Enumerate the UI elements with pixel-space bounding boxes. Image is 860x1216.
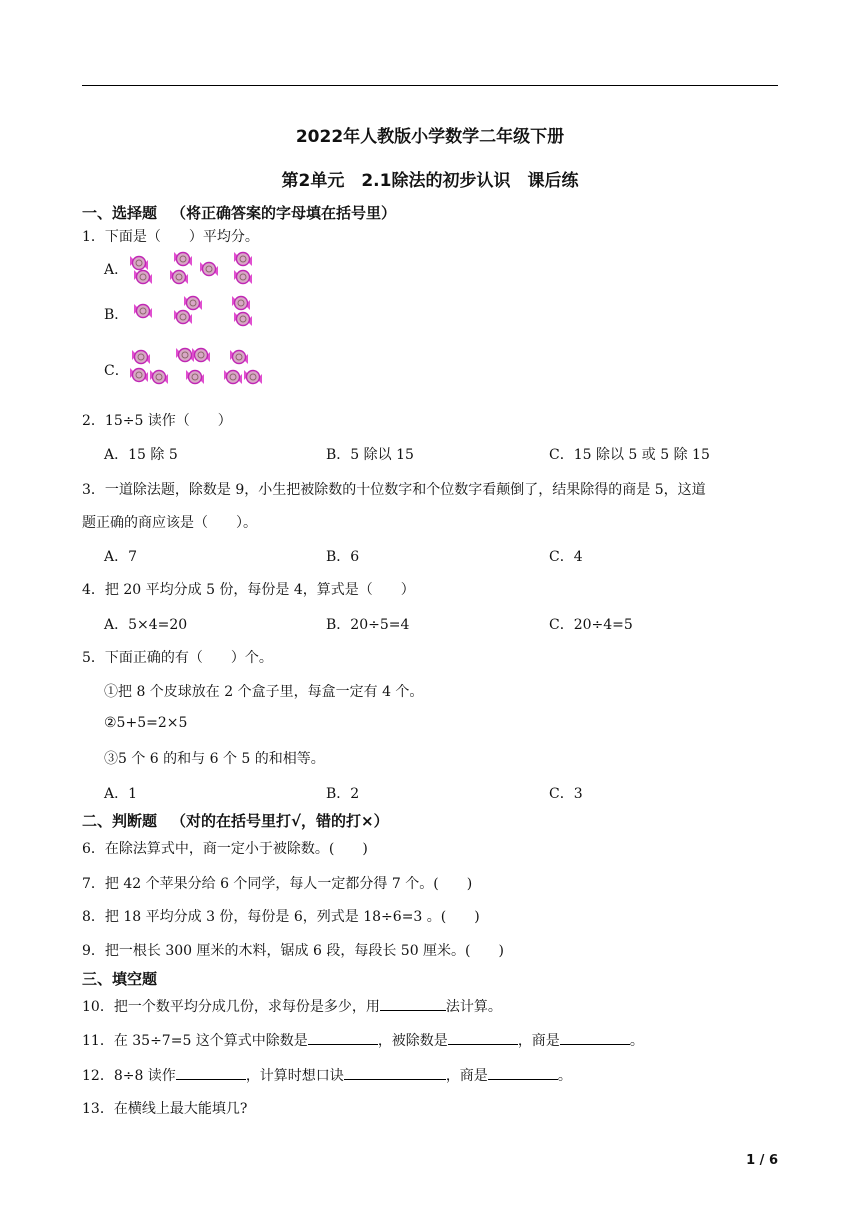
document-title: 2022年人教版小学数学二年级下册 xyxy=(295,127,565,147)
question-13-stem: 13．在横线上最大能填几? xyxy=(82,1101,248,1117)
q5-statement-3: ③5 个 6 的和与 6 个 5 的和相等。 xyxy=(104,751,325,767)
answer-blank[interactable] xyxy=(560,1030,630,1045)
q1-option-c: C． xyxy=(104,363,129,379)
q5-statement-1: ①把 8 个皮球放在 2 个盒子里，每盒一定有 4 个。 xyxy=(104,684,424,700)
q1-option-a: A． xyxy=(104,262,129,278)
question-4-stem: 4．把 20 平均分成 5 份，每份是 4，算式是（ ） xyxy=(82,582,415,598)
option-b-candies xyxy=(128,292,264,332)
candy-icon xyxy=(132,266,154,288)
candy-icon xyxy=(228,346,250,368)
option-a-candies xyxy=(128,248,264,288)
candy-icon xyxy=(132,300,154,322)
q12-text-a: 12．8÷8 读作 xyxy=(82,1068,176,1084)
q2-option-c: C．15 除以 5 或 5 除 15 xyxy=(549,447,710,463)
candy-icon xyxy=(190,344,212,366)
candy-icon xyxy=(128,364,150,386)
candy-icon xyxy=(242,366,264,388)
candy-icon xyxy=(198,258,220,280)
section-title: 一、选择题 xyxy=(82,204,158,222)
option-c-candies xyxy=(128,342,268,390)
q3-option-a: A．7 xyxy=(104,549,138,565)
section-note: （将正确答案的字母填在括号里） xyxy=(171,204,397,222)
answer-blank[interactable] xyxy=(176,1065,246,1080)
candy-icon xyxy=(232,308,254,330)
q11-text-c: ，商是 xyxy=(517,1033,560,1049)
q5-option-a: A．1 xyxy=(104,786,138,802)
question-3-stem-line2: 题正确的商应该是（ ）。 xyxy=(82,515,257,531)
q5-option-b: B．2 xyxy=(326,786,360,802)
page-number: 1 / 6 xyxy=(746,1153,778,1168)
question-9: 9．把一根长 300 厘米的木料，锯成 6 段，每段长 50 厘米。( ) xyxy=(82,943,504,959)
q11-text-b: ，被除数是 xyxy=(377,1033,448,1049)
header-rule xyxy=(82,85,778,86)
question-6: 6．在除法算式中，商一定小于被除数。( ) xyxy=(82,841,368,857)
answer-blank[interactable] xyxy=(344,1065,446,1080)
q12-text-b: ，计算时想口诀 xyxy=(245,1068,344,1084)
question-8: 8．把 18 平均分成 3 份，每份是 6，列式是 18÷6=3 。( ) xyxy=(82,909,480,925)
candy-icon xyxy=(184,366,206,388)
question-3-stem-line1: 3．一道除法题，除数是 9，小生把被除数的十位数字和个位数字看颠倒了，结果除得的商是 5，这道 xyxy=(82,482,706,498)
q5-option-c: C．3 xyxy=(549,786,583,802)
answer-blank[interactable] xyxy=(380,996,446,1011)
candy-icon xyxy=(232,266,254,288)
candy-icon xyxy=(222,366,244,388)
question-7: 7．把 42 个苹果分给 6 个同学，每人一定都分得 7 个。( ) xyxy=(82,876,473,892)
q2-option-b: B．5 除以 15 xyxy=(326,447,414,463)
answer-blank[interactable] xyxy=(488,1065,558,1080)
q2-option-a: A．15 除 5 xyxy=(104,447,178,463)
q12-text-d: 。 xyxy=(557,1068,572,1084)
q1-option-b: B． xyxy=(104,307,129,323)
answer-blank[interactable] xyxy=(448,1030,518,1045)
section-title: 二、判断题 xyxy=(82,812,158,830)
question-10 xyxy=(82,996,502,1016)
candy-icon xyxy=(168,266,190,288)
section-heading-judge xyxy=(82,810,389,831)
question-2-stem: 2．15÷5 读作（ ） xyxy=(82,413,232,429)
q12-text-c: ，商是 xyxy=(445,1068,488,1084)
q11-text-d: 。 xyxy=(629,1033,644,1049)
q4-option-b: B．20÷5=4 xyxy=(326,617,410,633)
question-11 xyxy=(82,1030,644,1050)
question-1-stem: 1．下面是（ ）平均分。 xyxy=(82,229,259,245)
question-12 xyxy=(82,1065,572,1085)
question-5-stem: 5．下面正确的有（ ）个。 xyxy=(82,650,273,666)
q4-option-c: C．20÷4=5 xyxy=(549,617,633,633)
q10-text-a: 10．把一个数平均分成几份，求每份是多少，用 xyxy=(82,999,380,1015)
answer-blank[interactable] xyxy=(308,1030,378,1045)
q11-text-a: 11．在 35÷7=5 这个算式中除数是 xyxy=(82,1033,308,1049)
q4-option-a: A．5×4=20 xyxy=(104,617,188,633)
section-title: 三、填空题 xyxy=(82,970,158,988)
section-heading-fill xyxy=(82,968,157,989)
candy-icon xyxy=(172,306,194,328)
q5-statement-2: ②5+5=2×5 xyxy=(104,715,188,731)
section-heading-choice xyxy=(82,202,396,223)
q10-text-b: 法计算。 xyxy=(445,999,502,1015)
candy-icon xyxy=(148,366,170,388)
q3-option-b: B．6 xyxy=(326,549,360,565)
document-subtitle: 第2单元 2.1除法的初步认识 课后练 xyxy=(281,171,579,191)
section-note: （对的在括号里打√，错的打×） xyxy=(171,812,389,830)
q3-option-c: C．4 xyxy=(549,549,583,565)
